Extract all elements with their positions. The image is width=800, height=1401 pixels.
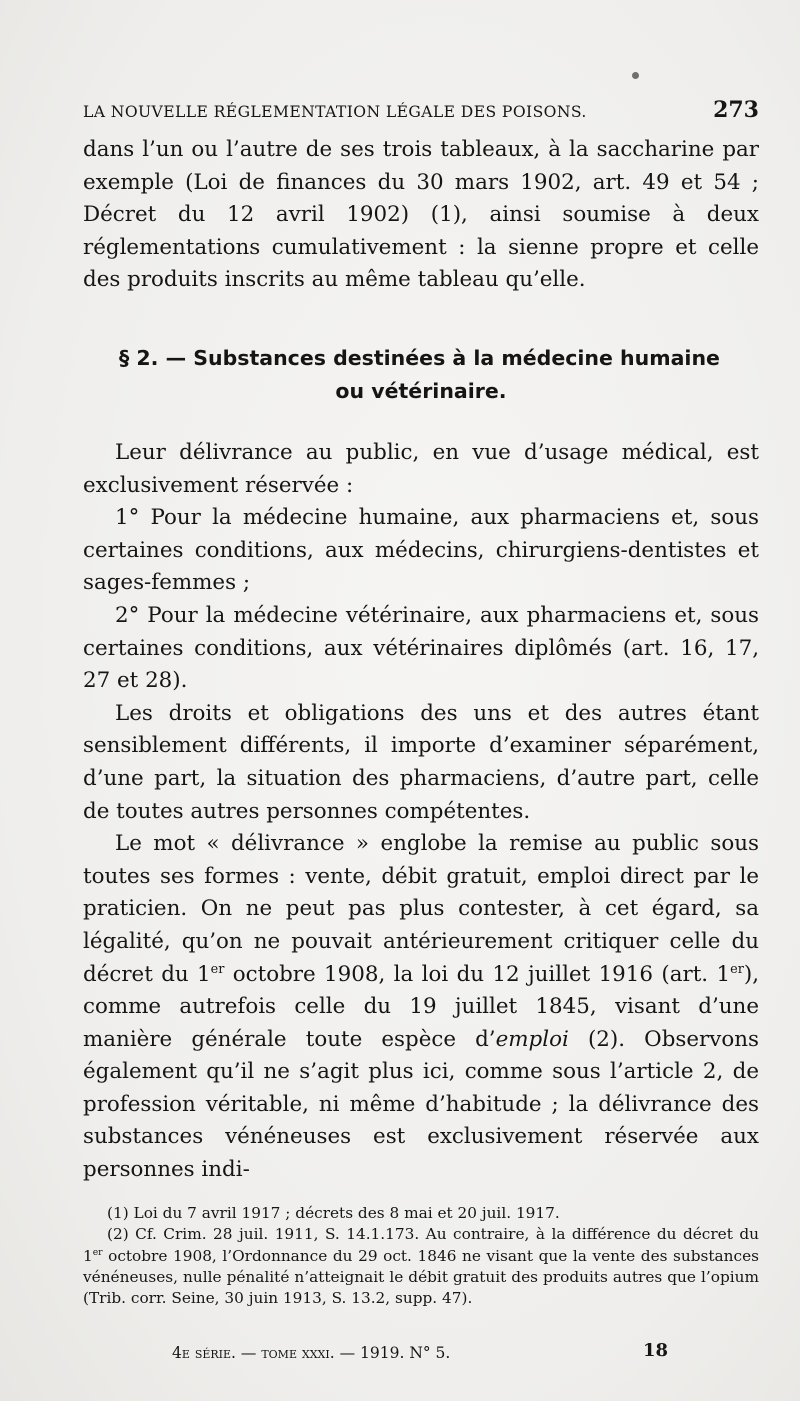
intro-text-block xyxy=(83,134,759,297)
section-heading-line1: § 2. — Substances destinées à la médecine humaine xyxy=(119,346,720,370)
paragraph-veterinary-medicine: 2° Pour la médecine vétérinaire, aux pharmaciens et, sous certaines conditions, aux vétérinaires diplômés (art. 16, 17, 27 et 28). xyxy=(83,602,759,694)
paragraph-human-medicine: 1° Pour la médecine humaine, aux pharmaciens et, sous certaines conditions, aux médecins, chirurgiens-dentistes et sages-femmes ; xyxy=(83,505,759,596)
footnote-2-superscript: er xyxy=(92,1246,103,1258)
running-title: LA NOUVELLE RÉGLEMENTATION LÉGALE DES POISONS. xyxy=(83,103,587,121)
delivery-text-part3: ), comme autrefois celle du 19 juillet 1845, visant d’une manière générale toute espèce d’ xyxy=(83,961,759,1052)
delivery-text-part2: octobre 1908, la loi du 12 juillet 1916 (art. 1 xyxy=(224,961,731,987)
superscript-er-2: er xyxy=(730,961,744,977)
delivery-text-part1: Le mot « délivrance » englobe la remise au public sous toutes ses formes : vente, débit gratuit, emploi direct par le praticien. On ne peut pas plus contester, à cet égard, sa légalité, qu’on ne pouvait antérieurement critiquer celle du décret du 1 xyxy=(83,831,759,987)
main-text-block xyxy=(83,437,759,1187)
signature-text: 4e série. — tome xxxi. — 1919. N° 5. xyxy=(172,1344,451,1362)
superscript-er-1: er xyxy=(210,961,225,977)
footnote-2-part1: (2) Cf. Crim. 28 juil. 1911, S. 14.1.173. Au contraire, à la différence du décret du 1 xyxy=(83,1225,759,1265)
ink-dot xyxy=(632,72,639,79)
paragraph-delivery-definition xyxy=(83,828,759,1187)
signature-number: 18 xyxy=(642,1340,668,1361)
footnote-1: (1) Loi du 7 avril 1917 ; décrets des 8 mai et 20 juil. 1917. xyxy=(107,1204,560,1222)
paragraph-delivery: Leur délivrance au public, en vue d’usage médical, est exclusivement réservée : xyxy=(83,440,759,498)
footnotes xyxy=(83,1203,759,1309)
footnote-2 xyxy=(83,1224,759,1309)
running-head xyxy=(83,97,759,129)
printer-signature xyxy=(172,1340,668,1364)
paragraph-rights-obligations: Les droits et obligations des uns et des autres étant sensiblement différents, il importe d’examiner séparément, d’une part, la situation des pharmaciens, d’autre part, celle de toutes autres personnes compétentes. xyxy=(83,700,759,824)
emphasis-emploi: emploi xyxy=(495,1026,569,1052)
section-heading xyxy=(83,342,759,408)
footnote-2-part2: octobre 1908, l’Ordonnance du 29 oct. 1846 ne visant que la vente des substances vénéneuses, nulle pénalité n’atteignait le débit gratuit des produits autres que l’opium (Trib. corr. Seine, 30 juin 1913, S. 13.2, supp. 47). xyxy=(83,1246,759,1308)
section-heading-line2: ou vétérinaire. xyxy=(335,379,507,403)
delivery-text-part4: (2). Observons également qu’il ne s’agit plus ici, comme sous l’article 2, de profession véritable, ni même d’habitude ; la délivrance des substances vénéneuses est exclusivement réservée aux personnes indi- xyxy=(83,1026,759,1183)
page-number: 273 xyxy=(713,97,759,123)
intro-paragraph: dans l’un ou l’autre de ses trois tableaux, à la saccharine par exemple (Loi de finances du 30 mars 1902, art. 49 et 54 ; Décret du 12 avril 1902) (1), ainsi soumise à deux réglementations cumulativement : la sienne propre et celle des produits inscrits au même tableau qu’elle. xyxy=(83,137,759,293)
